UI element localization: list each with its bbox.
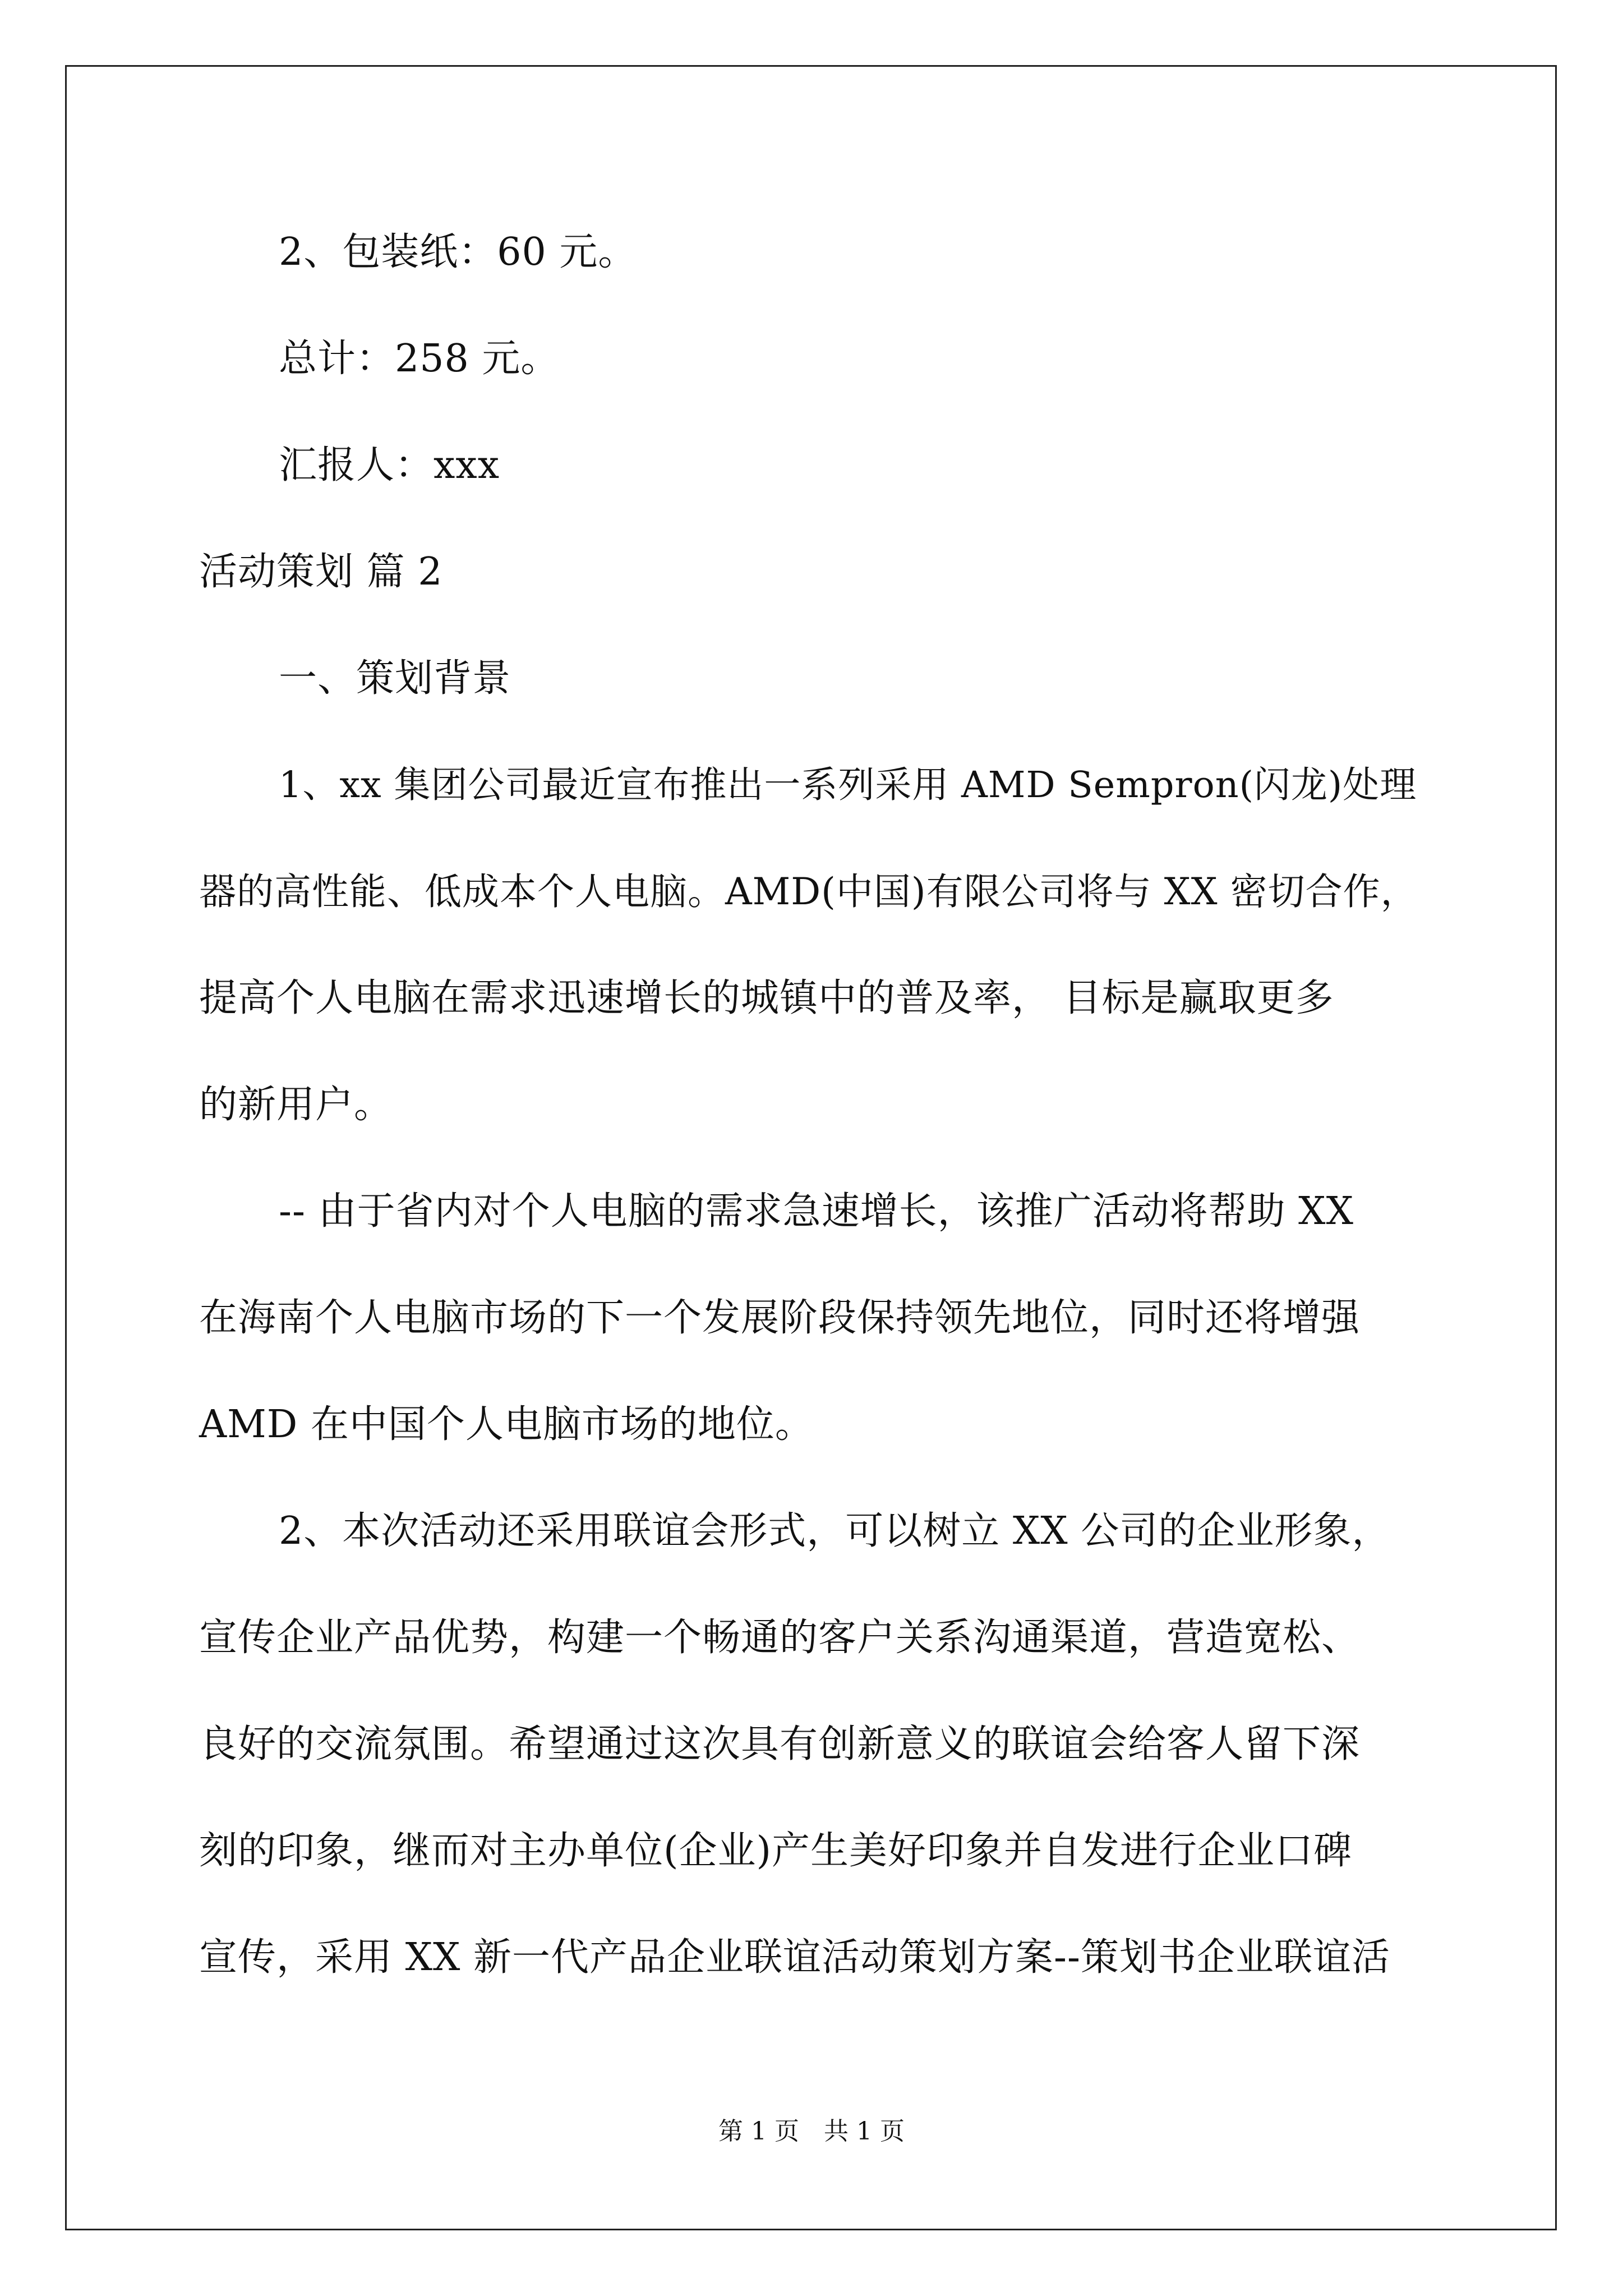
paragraph-line: -- 由于省内对个人电脑的需求急速增长，该推广活动将帮助 XX: [279, 1189, 1354, 1234]
paragraph-line: 1、xx 集团公司最近宣布推出一系列采用 AMD Sempron(闪龙)处理: [279, 764, 1417, 806]
page-border: [65, 65, 1557, 2230]
paragraph-line: 在海南个人电脑市场的下一个发展阶段保持领先地位，同时还将增强: [199, 1296, 1361, 1340]
paragraph-line: 刻的印象，继而对主办单位(企业)产生美好印象并自发进行企业口碑: [199, 1829, 1353, 1873]
subsection-heading: 一、策划背景: [279, 656, 511, 701]
paragraph-line: 2、本次活动还采用联谊会形式，可以树立 XX 公司的企业形象，: [279, 1509, 1391, 1553]
paragraph-line: 宣传企业产品优势，构建一个畅通的客户关系沟通渠道，营造宽松、: [199, 1616, 1361, 1660]
paragraph-line: 2、包装纸：60 元。: [279, 230, 637, 274]
paragraph-line: 器的高性能、低成本个人电脑。AMD(中国)有限公司将与 XX 密切合作，: [199, 870, 1418, 913]
paragraph-line: 总计：258 元。: [279, 337, 560, 381]
paragraph-line: 的新用户。: [199, 1083, 393, 1127]
paragraph-line: 汇报人：xxx: [279, 443, 500, 487]
paragraph-line: 宣传，采用 XX 新一代产品企业联谊活动策划方案--策划书企业联谊活: [199, 1935, 1391, 1980]
paragraph-line: 提高个人电脑在需求迅速增长的城镇中的普及率， 目标是赢取更多: [199, 976, 1334, 1020]
page-number-footer: 第 1 页 共 1 页: [718, 2117, 905, 2146]
paragraph-line: 良好的交流氛围。希望通过这次具有创新意义的联谊会给客人留下深: [199, 1722, 1361, 1766]
section-heading: 活动策划 篇 2: [199, 550, 443, 594]
paragraph-line: AMD 在中国个人电脑市场的地位。: [199, 1402, 814, 1447]
